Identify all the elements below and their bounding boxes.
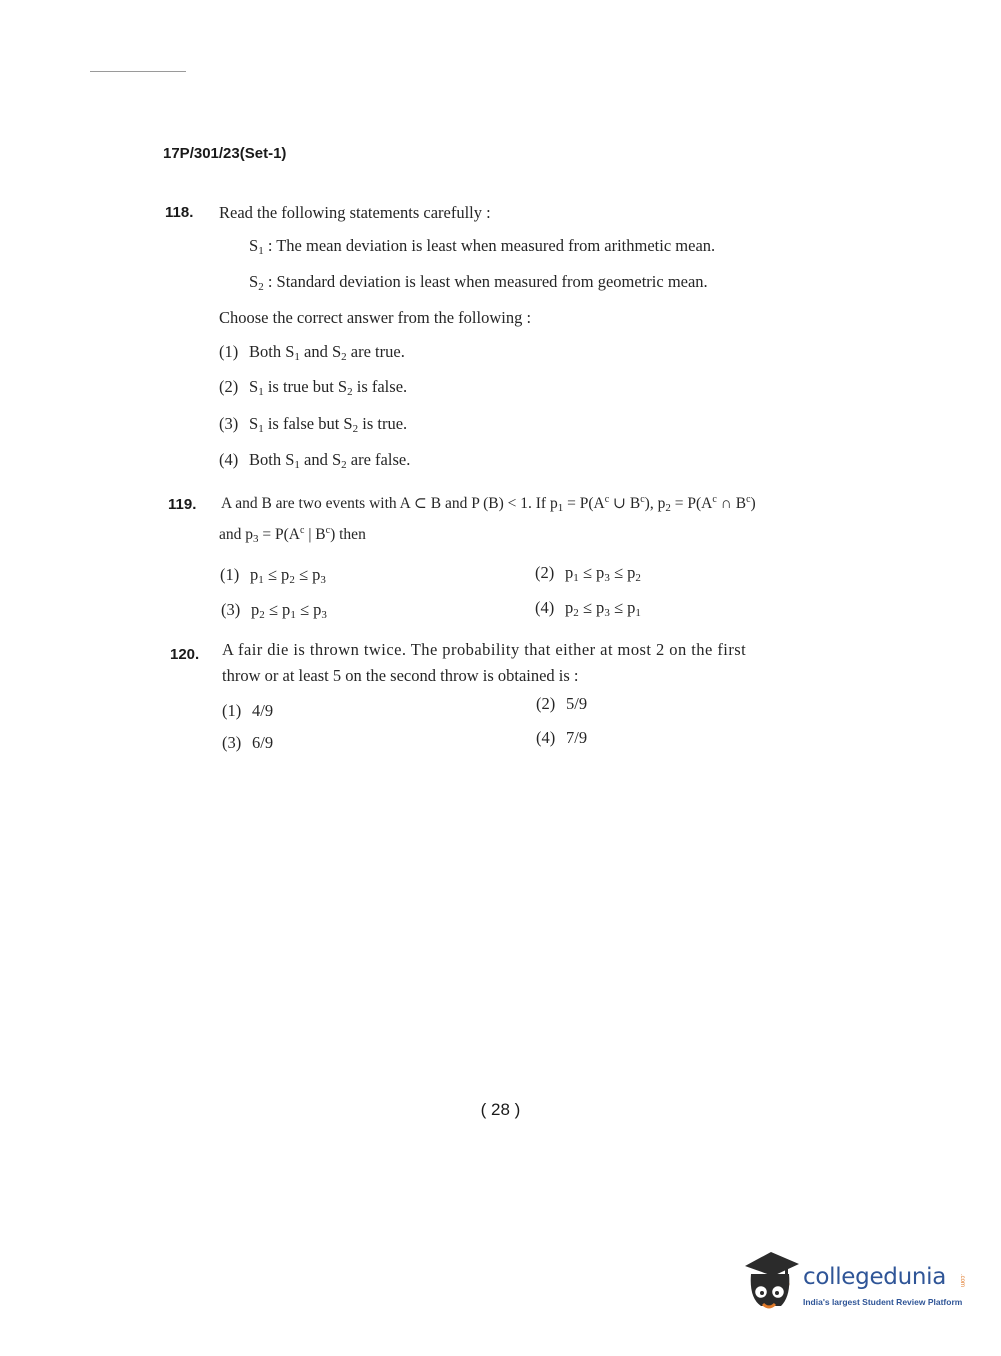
top-rule	[90, 71, 186, 72]
mascot-icon	[741, 1248, 803, 1318]
q119-option-4: (4) $p_2 \le p_3 \le p_1$	[535, 598, 641, 619]
q120-statement-line-2: throw or at least 5 on the second throw is obtained is :	[222, 666, 579, 685]
question-number-118: 118.	[165, 204, 194, 221]
q119-statement-line-2: and $p_3 = P(A^c$ | $B^c$) then	[219, 525, 366, 545]
q120-option-2: (2) 5/9	[536, 694, 588, 713]
q119-statement-line-1: A and B are two events with A ⊂ B and P (B) < 1. If $p_1 = P(A^c$ ∪ $B^c$), $p_2 = P(A^c$ ∩ $B^c$)	[221, 494, 756, 514]
question-number-120: 120.	[170, 646, 200, 663]
brand-name: collegedunia	[803, 1264, 947, 1290]
q118-option-1: (1) Both $S_1$ and $S_2$ are true.	[219, 342, 405, 363]
brand-tagline: India's largest Student Review Platform	[803, 1297, 963, 1307]
q118-statement-2: $S_2$ : Standard deviation is least when measured from geometric mean.	[249, 272, 708, 293]
q118-choose-instruction: Choose the correct answer from the following :	[219, 308, 532, 327]
paper-code: 17P/301/23(Set-1)	[163, 145, 287, 162]
q120-option-1: (1) 4/9	[222, 701, 274, 720]
q118-statement-1: $S_1$ : The mean deviation is least when measured from arithmetic mean.	[249, 236, 716, 257]
q118-option-2: (2) $S_1$ is true but $S_2$ is false.	[219, 377, 408, 398]
brand-suffix: .com	[959, 1274, 965, 1288]
q118-option-3: (3) $S_1$ is false but $S_2$ is true.	[219, 414, 408, 435]
q120-option-4: (4) 7/9	[536, 728, 588, 747]
q120-option-3: (3) 6/9	[222, 733, 274, 752]
q120-statement-line-1: A fair die is thrown twice. The probability that either at most 2 on the first	[222, 640, 747, 659]
question-number-119: 119.	[168, 496, 197, 513]
q118-intro: Read the following statements carefully :	[219, 203, 491, 222]
q119-option-3: (3) $p_2 \le p_1 \le p_3$	[221, 600, 327, 621]
page-number: ( 28 )	[480, 1100, 521, 1119]
collegedunia-logo	[741, 1248, 971, 1318]
q118-option-4: (4) Both $S_1$ and $S_2$ are false.	[219, 450, 411, 471]
q119-option-2: (2) $p_1 \le p_3 \le p_2$	[535, 563, 641, 584]
q119-option-1: (1) $p_1 \le p_2 \le p_3$	[220, 565, 326, 586]
